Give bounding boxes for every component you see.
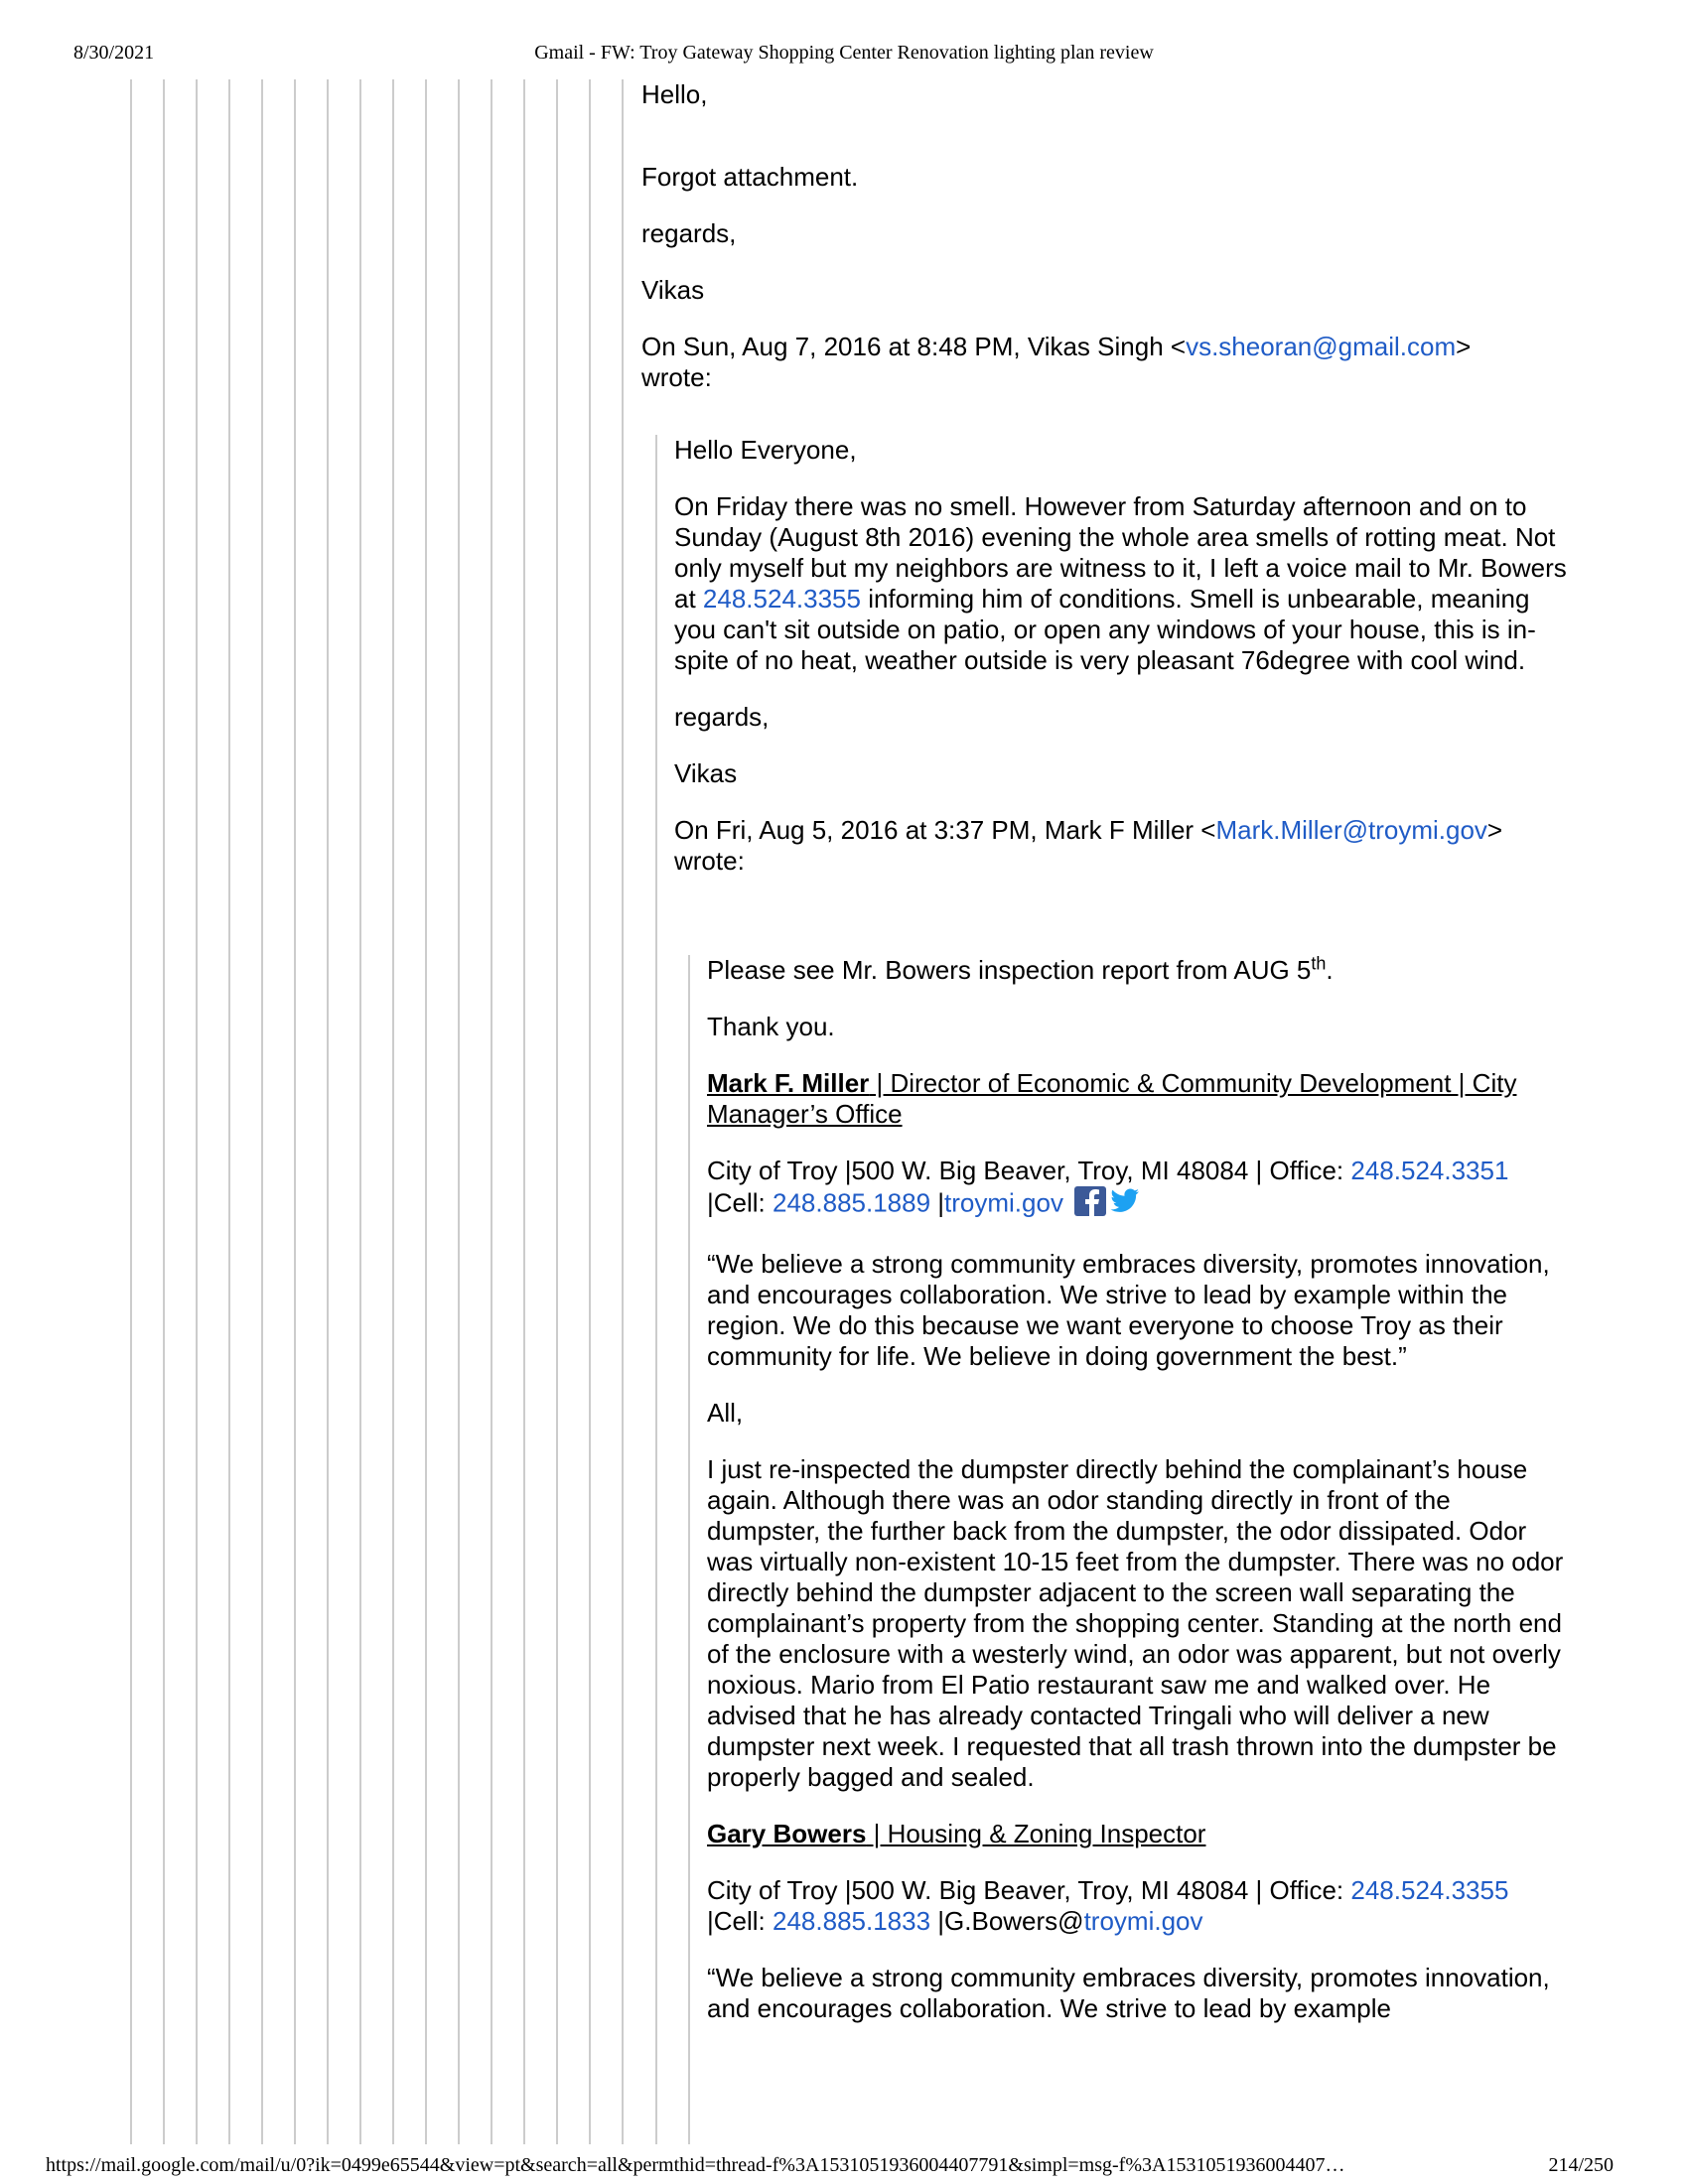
quote-rail: [327, 79, 329, 2144]
print-footer: [0, 2154, 1688, 2184]
intro-line: Please see Mr. Bowers inspection report from AUG 5th.: [707, 953, 1334, 985]
website-link[interactable]: troymi.gov: [944, 1187, 1063, 1218]
twitter-icon[interactable]: [1110, 1188, 1140, 1221]
message-forgot-attachment: [641, 79, 1570, 393]
phone-link[interactable]: 248.524.3355: [702, 584, 861, 614]
report-body: I just re-inspected the dumpster directly behind the complainant’s house again. Although there was an odor standing directly in front of the dumpster, the further back from the dumpster, the odor dissipated. Odor was virtually non-existent 10-15 feet from the dumpster. There was no odor directly behind the dumpster adjacent to the screen wall separating the complainant’s property from the shopping center. Standing at the north end of the enclosure with a westerly wind, an odor was apparent, but not overly noxious. Mario from El Patio restaurant saw me and walked over. He advised that he has already contacted Tringali who will deliver a new dumpster next week. I requested that all trash thrown into the dumpster be properly bagged and sealed.: [707, 1454, 1564, 1792]
quote-rail: [688, 955, 690, 2144]
quote-rail: [294, 79, 296, 2144]
signature-name: Gary Bowers: [707, 1819, 867, 1848]
thanks-line: Thank you.: [707, 1012, 835, 1041]
quote-rail: [130, 79, 132, 2144]
report-greeting: All,: [707, 1398, 744, 1428]
quote-rail: [425, 79, 427, 2144]
quote-rail: [458, 79, 460, 2144]
quote-rail: [523, 79, 525, 2144]
quote-rail: [556, 79, 558, 2144]
message-body: On Friday there was no smell. However from Saturday afternoon and on to Sunday (August 8th 2016) evening the whole area smells of rotting meat. Not only myself but my neighbors are witness to it, I left a voice mail to Mr. Bowers at 248.524.3355 informing him of conditions. Smell is unbearable, meaning you can't sit outside on patio, or open any windows of your house, this is in-spite of no heat, weather outside is very pleasant 76degree with cool wind.: [674, 491, 1567, 675]
signature-quote: “We believe a strong community embraces diversity, promotes innovation, and encourages collaboration. We strive to lead by example: [707, 1963, 1550, 2023]
greeting: Hello,: [641, 79, 708, 109]
quote-rail: [589, 79, 591, 2144]
print-header: [0, 0, 1688, 79]
cell-phone-link[interactable]: 248.885.1833: [773, 1906, 931, 1936]
print-date: 8/30/2021: [73, 42, 155, 64]
quote-rail: [196, 79, 198, 2144]
signature-name: Mark F. Miller: [707, 1068, 870, 1098]
closing: regards,: [641, 218, 737, 248]
quote-rail: [622, 79, 624, 2144]
page-number: 214/250: [1548, 2154, 1614, 2176]
blank-line: [641, 136, 1570, 162]
website-link[interactable]: troymi.gov: [1083, 1906, 1203, 1936]
reply-attribution: On Sun, Aug 7, 2016 at 8:48 PM, Vikas Singh <vs.sheoran@gmail.com> wrote:: [641, 332, 1472, 392]
signature-contact-bowers: City of Troy |500 W. Big Beaver, Troy, MI 48084 | Office: 248.524.3355 |Cell: 248.885.1833 |G.Bowers@troymi.gov: [707, 1875, 1509, 1936]
signature-title-miller: [707, 1068, 1570, 1130]
email-link[interactable]: vs.sheoran@gmail.com: [1186, 332, 1457, 361]
quote-rail: [655, 435, 657, 2144]
quote-rail: [491, 79, 492, 2144]
signature-quote: “We believe a strong community embraces diversity, promotes innovation, and encourages collaboration. We strive to lead by example within the region. We do this because we want everyone to choose Troy as their community for life. We believe in doing government the best.”: [707, 1249, 1550, 1371]
message-complaint: [674, 435, 1570, 877]
office-phone-link[interactable]: 248.524.3351: [1350, 1156, 1509, 1185]
quote-rail: [261, 79, 263, 2144]
facebook-icon[interactable]: [1074, 1186, 1106, 1223]
quote-rail: [163, 79, 165, 2144]
closing: regards,: [674, 702, 770, 732]
signature-role: | Director of Economic & Community Development | City Manager’s Office: [707, 1068, 1517, 1129]
greeting: Hello Everyone,: [674, 435, 857, 465]
quote-rail: [228, 79, 230, 2144]
reply-attribution: On Fri, Aug 5, 2016 at 3:37 PM, Mark F Miller <Mark.Miller@troymi.gov> wrote:: [674, 815, 1503, 876]
signature-role: | Housing & Zoning Inspector: [866, 1819, 1206, 1848]
signature-title-bowers: [707, 1819, 1570, 1849]
email-link[interactable]: Mark.Miller@troymi.gov: [1215, 815, 1487, 845]
quote-rail: [392, 79, 394, 2144]
print-url: https://mail.google.com/mail/u/0?ik=0499e65544&view=pt&search=all&permthid=thread-f%3A1531051936004407791&simpl=msg-f%3A1531051936004407…: [46, 2154, 1345, 2176]
print-title: Gmail - FW: Troy Gateway Shopping Center Renovation lighting plan review: [534, 42, 1154, 64]
cell-phone-link[interactable]: 248.885.1889: [773, 1187, 931, 1218]
quote-rail: [359, 79, 361, 2144]
sender-signature: Vikas: [674, 758, 738, 788]
message-inspection-report: [707, 955, 1570, 2050]
signature-contact-miller: City of Troy |500 W. Big Beaver, Troy, MI 48084 | Office: 248.524.3351 |Cell: 248.885.1889 |troymi.gov: [707, 1156, 1570, 1223]
message-body: Forgot attachment.: [641, 162, 859, 192]
office-phone-link[interactable]: 248.524.3355: [1350, 1875, 1509, 1905]
sender-signature: Vikas: [641, 275, 705, 305]
